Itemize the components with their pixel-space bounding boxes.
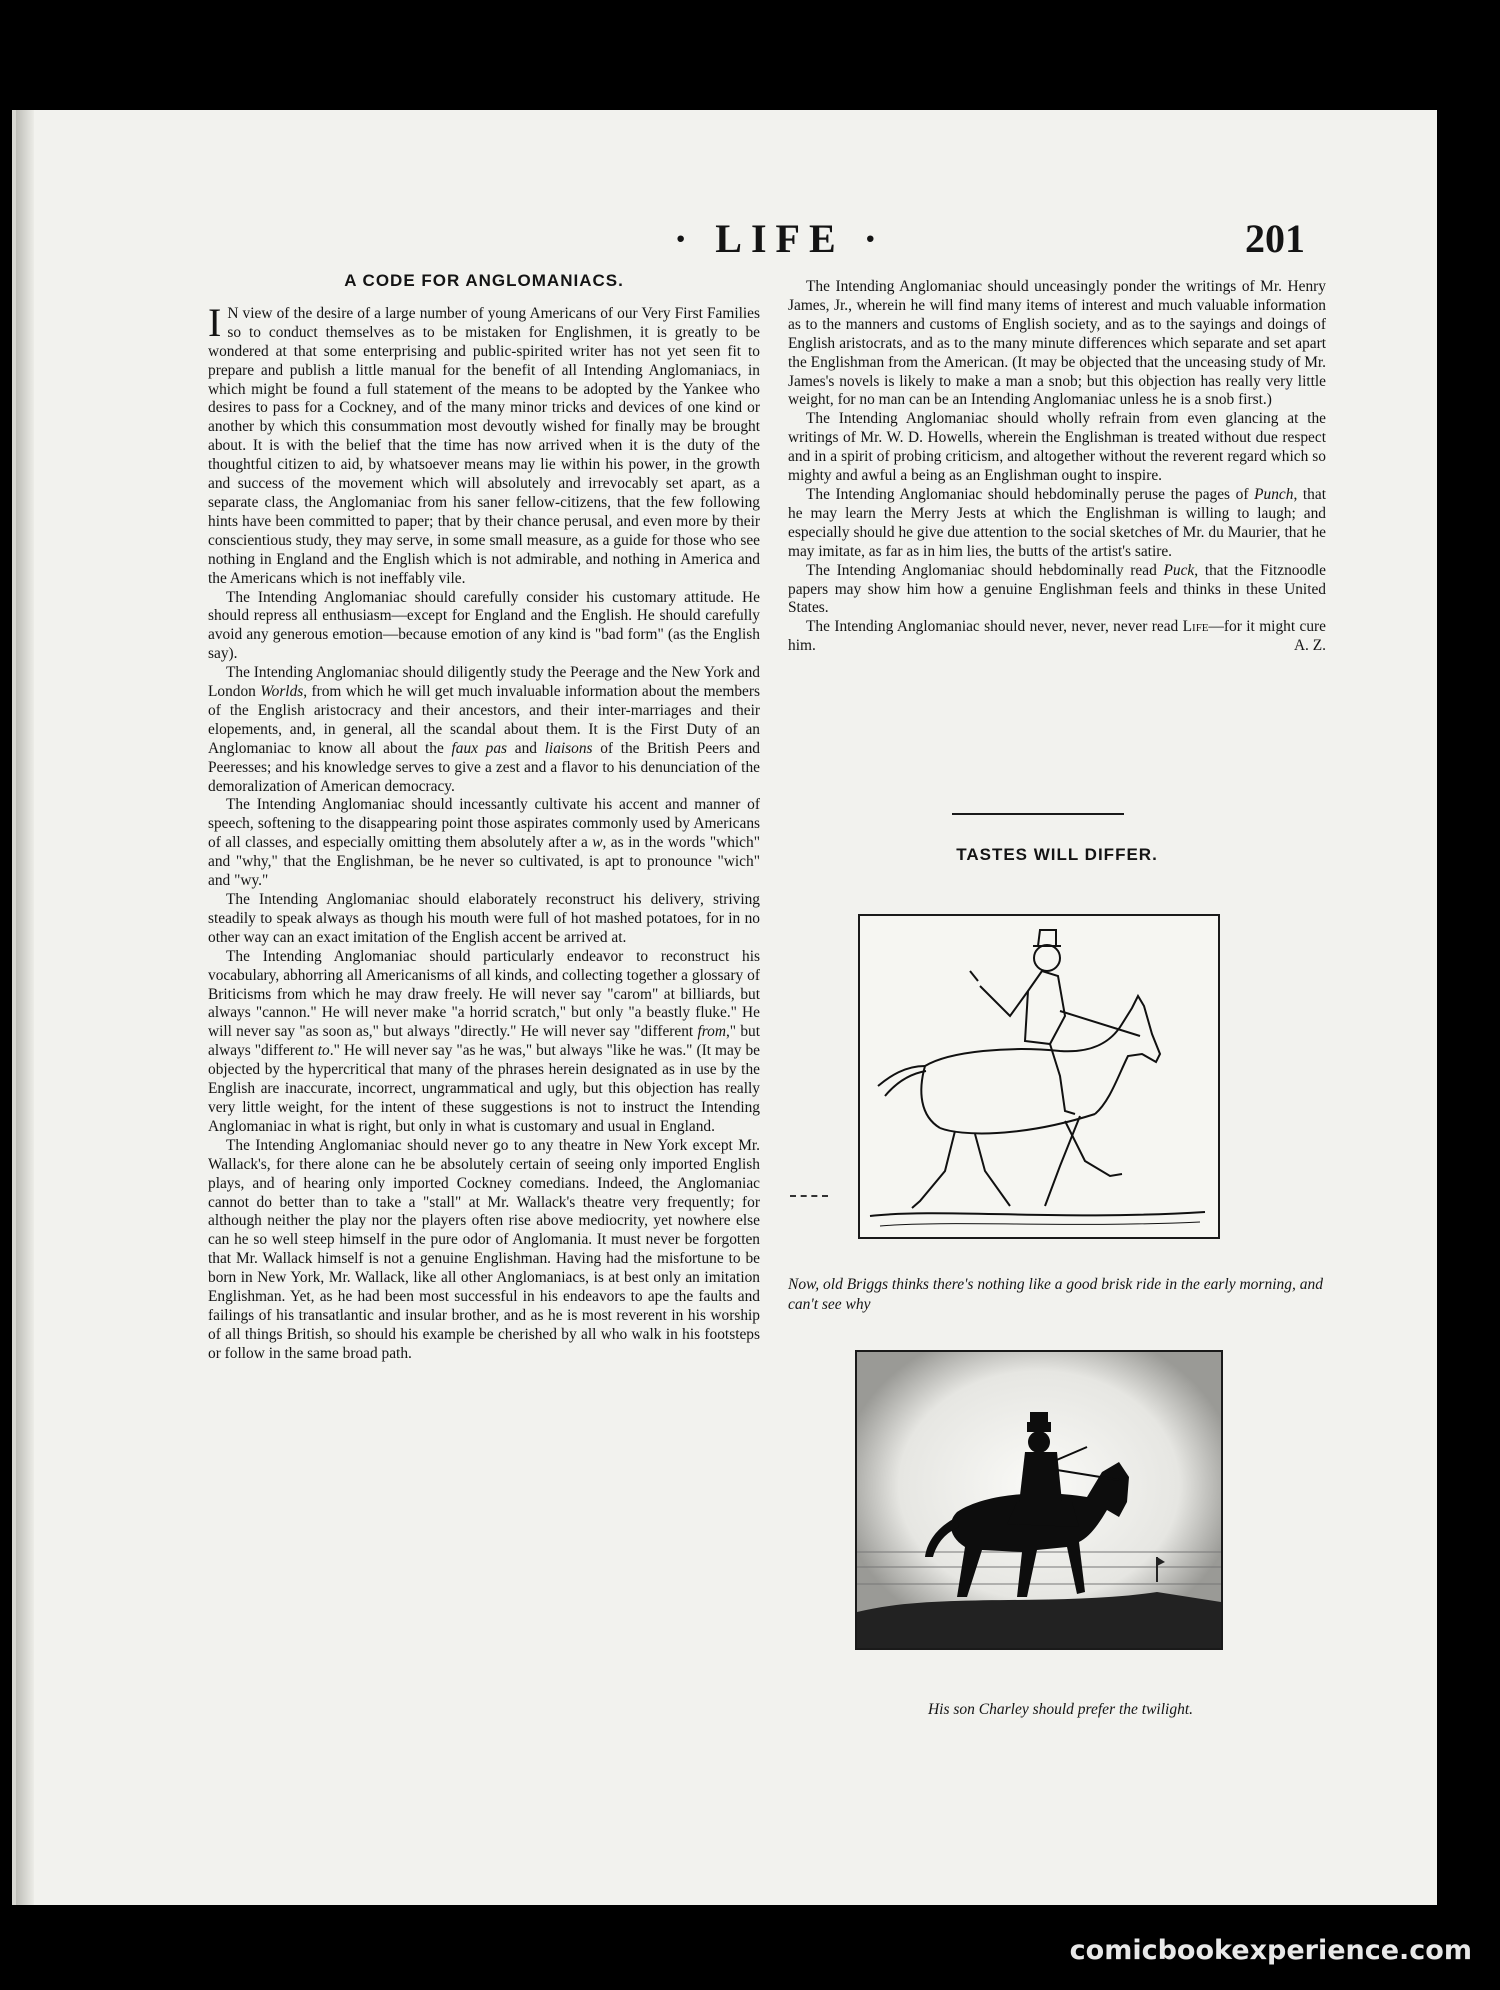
drop-cap: I [208,299,222,345]
paragraph-5: The Intending Anglomaniac should elaborately reconstruct his delivery, striving steadily to speak always as though his mouth were full of hot mashed potatoes, for in no other way can an exact imitation of the English accent be arrived at. [208,891,760,946]
paragraph-3: The Intending Anglomaniac should diligently study the Peerage and the New York and London Worlds, from which he will get much invaluable information about the members of the English aristocracy and their ancestors, and their inter-marriages and their elopements, and, in general, all the scandal about them. It is the First Duty of an Anglomaniac to know all about the faux pas and liaisons of the British Peers and Peeresses; and his knowledge serves to give a zest and a flavor to his denunciation of the demoralization of American democracy. [208,664,760,795]
paragraph-9: The Intending Anglomaniac should wholly refrain from even glancing at the writings of Mr. W. D. Howells, wherein the Englishman is treated without due respect and in a spirit of probing criticism, and altogether without the reverent regard which so mighty and awful a being as an Englishman ought to inspire. [788,410,1326,485]
paragraph-11: The Intending Anglomaniac should hebdominally read Puck, that the Fitznoodle papers may show him how a genuine Englishman feels and thinks in these United States. [788,561,1326,617]
cartoon-caption-2: His son Charley should prefer the twilight. [927,1701,1194,1718]
cartoon-caption-1: Now, old Briggs thinks there's nothing like a good brisk ride in the early morning, and can't see why [788,1276,1324,1313]
site-watermark: comicbookexperience.com [1069,1935,1472,1966]
paragraph-7: The Intending Anglomaniac should never go to any theatre in New York except Mr. Wallack's, for there alone can he be absolutely certain of seeing only imported English plays, and of hearing only imported Cockney comedians. Indeed, the Anglomaniac cannot do better than to take a "stall" at Mr. Wallack's theatre very frequently; for although neither the play nor the players often rise above mediocrity, yet nowhere else can he so well steep himself in the pure odor of Anglomania. It must never be forgotten that Mr. Wallack himself is not a genuine Englishman. Having had the misfortune to be born in New York, Mr. Wallack, like all other Anglomaniacs, is at best only an imitation Englishman. Yet, as he had been most successful in his endeavors to ape the faults and failings of his transatlantic and insular brother, and as he is most reverent in his worship of all things British, so should his example be cherished by all who walk in his footsteps or follow in the same broad path. [208,1136,760,1362]
paragraph-12: The Intending Anglomaniac should never, never, never read Life—for it might cure him. [788,618,1326,655]
paragraph-2: The Intending Anglomaniac should carefully consider his customary attitude. He should repress all enthusiasm—except for England and the English. He should carefully avoid any generous emotion—because emotion of any kind is "bad form" (as the English say). [208,588,760,663]
paragraph-8: The Intending Anglomaniac should unceasingly ponder the writings of Mr. Henry James, Jr., wherein he will find many items of interest and much valuable information as to the manners and customs of English society, and as to the sayings and doings of English aristocrats, and as to the many minute differences which separate and set apart the Englishman from the American. (It may be objected that the unceasing study of Mr. James's novels is likely to make a man a snob; but this objection has really very little weight, for no man can be an Intending Anglomaniac unless he is a snob first.) [788,278,1326,409]
section-divider [952,813,1124,815]
paragraph-10: The Intending Anglomaniac should hebdominally peruse the pages of Punch, that he may learn the Merry Jests at which the Englishman is willing to laugh; and especially should he give due attention to the social sketches of Mr. du Maurier, that he may imitate, as far as in him lies, the butts of the artist's satire. [788,485,1326,560]
paragraph-6: The Intending Anglomaniac should particularly endeavor to reconstruct his vocabulary, abhorring all Americanisms of all kinds, and collecting together a glossary of Briticisms from which he may draw freely. He will never say "carom" at billiards, but always "cannon." He will never make "a horrid scratch," but only "a beastly fluke." He will never say "as soon as," but always "directly." He will never say "different from," but always "different to." He will never say "as he was," but always "like he was." (It may be objected by the hypercritical that many of the phrases herein designated as in use by the English are inaccurate, incorrect, ungrammatical and ugly, but this objection has really very little weight, for the intent of these suggestions is not to instruct the Intending Anglomaniac in what is right, but only in what is customary and usual in England. [208,947,760,1135]
cartoon-illustration-twilight-ride [855,1350,1223,1650]
paragraph-4: The Intending Anglomaniac should incessantly cultivate his accent and manner of speech, softening to the disappearing point those aspirates commonly used by Americans of all classes, and especially omitting them absolutely after a w, as in the words "which" and "why," that the Englishman, be he never so cultivated, is apt to pronounce "wich" and "wy." [208,796,760,890]
right-column [788,278,1326,783]
page-spine-shadow [16,110,34,1905]
margin-mark [790,1195,828,1197]
page-number: 201 [1245,216,1305,261]
author-signature: A. Z. [1293,637,1326,655]
masthead: · LIFE · [673,216,887,261]
cartoon-title: TASTES WILL DIFFER. [956,845,1158,864]
paragraph-1: I N view of the desire of a large number of young Americans of our Very First Families so to conduct themselves as to be mistaken for Englishmen, it is greatly to be wondered at that some enterprising and public-spirited writer has not yet seen fit to prepare and publish a little manual for the benefit of all Intending Anglomaniacs, in which might be found a full statement of the means to be adopted by the Yankee who desires to pass for a Cockney, and of the many minor tricks and devices of one kind or another by which this consummation most devoutly wished for finally may be brought about. It is with the belief that the time has now arrived when it is the duty of the thoughtful citizen to aid, by whatsoever means may lie within his power, in the growth and success of the movement which will absolutely and irrevocably set apart, as a separate class, the Anglomaniac from his saner fellow-citizens, that the few following hints have been committed to paper; that by their chance perusal, and even more by their conscientious study, they may serve, in some small measure, as a guide for those who see nothing in England and the English which is not admirable, and nothing in America and the Americans which is not ineffably vile. [208,299,760,587]
article-title: A CODE FOR ANGLOMANIACS. [344,272,624,290]
left-column [208,272,760,1732]
silhouette-drawing [857,1352,1221,1648]
horse-rider-drawing [860,916,1218,1237]
cartoon-illustration-morning-ride [858,914,1220,1239]
